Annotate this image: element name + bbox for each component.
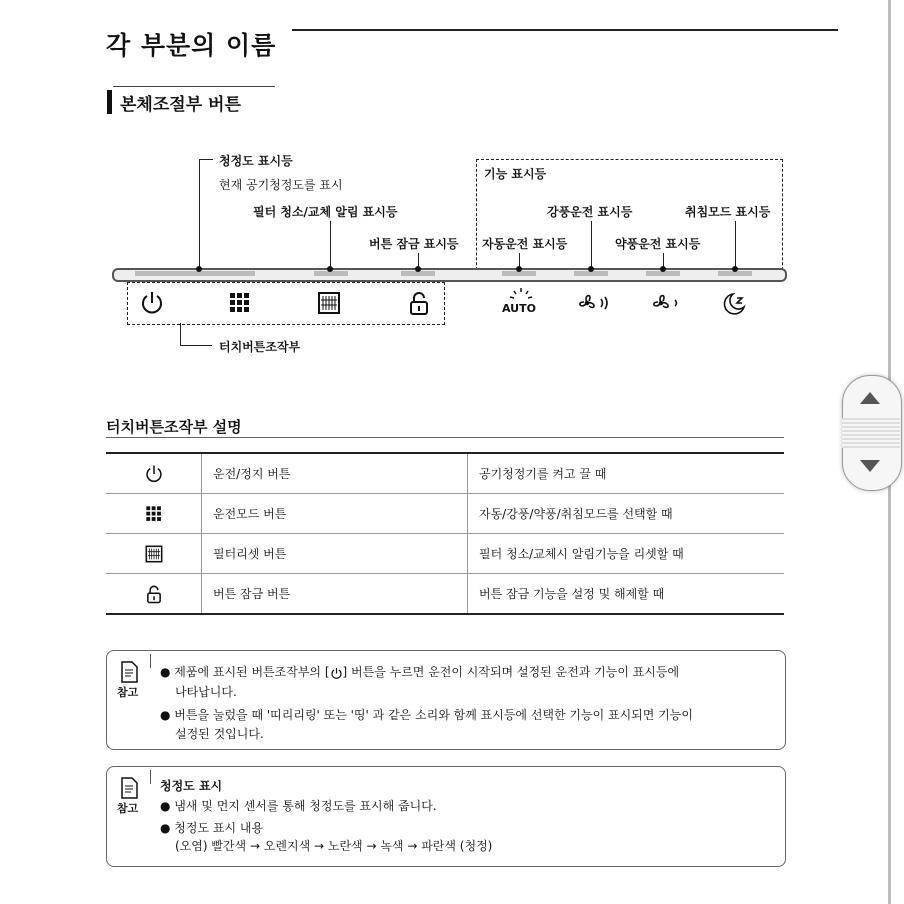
- row-name: 운전모드 버튼: [202, 494, 468, 534]
- auto-label: AUTO: [502, 302, 536, 315]
- table-row: [106, 494, 784, 534]
- power-icon: [330, 666, 343, 679]
- document-icon: [120, 777, 138, 799]
- row-desc: 자동/강풍/약풍/취침모드를 선택할 때: [468, 494, 785, 534]
- power-icon: [144, 464, 164, 484]
- row-desc: 필터 청소/교체시 알림기능을 리셋할 때: [468, 534, 785, 574]
- label-filter-alarm: 필터 청소/교체 알림 표시등: [253, 205, 398, 219]
- scroll-down-button[interactable]: [859, 458, 881, 474]
- leader-sleep: [735, 221, 736, 269]
- note-label-1: 참고: [117, 686, 139, 699]
- row-desc: 공기청정기를 켜고 끌 때: [479, 467, 607, 481]
- note2-line1: ● 냄새 및 먼지 센서를 통해 청정도를 표시해 줍니다.: [160, 799, 437, 813]
- dot-sleep: [732, 266, 738, 272]
- label-sleep-indicator: 취침모드 표시등: [685, 205, 771, 219]
- page-title: 각 부분의 이름: [106, 31, 277, 60]
- filter-reset-icon: [144, 544, 164, 564]
- auto-sparkle-icon: [506, 287, 536, 303]
- lock-icon: [406, 290, 432, 316]
- note1-line2: 나타납니다.: [175, 685, 237, 699]
- clean-indicator-strip: [135, 271, 255, 276]
- row-name: 필터리셋 버튼: [202, 534, 468, 574]
- chevron-down-icon: [859, 458, 881, 474]
- dot-lock: [415, 266, 421, 272]
- note-sep-2: [150, 770, 151, 784]
- row-desc: 버튼 잠금 기능을 설정 및 해제할 때: [468, 574, 785, 615]
- power-icon: [139, 290, 165, 316]
- fan-strong-icon: [574, 290, 612, 316]
- scroll-up-button[interactable]: [859, 390, 881, 406]
- dot-filter: [327, 266, 333, 272]
- table-title-line: [106, 437, 784, 438]
- lock-icon: [144, 584, 164, 604]
- note-label-2: 참고: [117, 802, 139, 815]
- label-auto-indicator: 자동운전 표시등: [482, 237, 568, 251]
- label-strong-indicator: 강풍운전 표시등: [547, 205, 633, 219]
- label-clean-indicator: 청정도 표시등: [219, 154, 293, 168]
- note1-line4: 설정된 것입니다.: [175, 727, 264, 741]
- note2-heading: 청정도 표시: [160, 779, 223, 793]
- leader-touch: [180, 323, 181, 345]
- table-title: 터치버튼조작부 설명: [106, 418, 242, 436]
- note2-line2: ● 청정도 표시 내용: [160, 821, 264, 835]
- section-title: 본체조절부 버튼: [120, 95, 241, 115]
- table-row: [106, 534, 784, 574]
- label-touch-panel: 터치버튼조작부: [219, 340, 301, 354]
- note-sep-1: [150, 654, 151, 668]
- fan-weak-icon: [648, 290, 682, 316]
- dot-strong: [588, 266, 594, 272]
- leader-strong: [591, 221, 592, 269]
- mode-grid-icon: [227, 290, 253, 316]
- row-name: 운전/정지 버튼: [202, 453, 468, 494]
- section-top-line: [113, 86, 275, 87]
- label-lock-indicator: 버튼 잠금 표시등: [369, 237, 459, 251]
- filter-reset-icon: [316, 290, 342, 316]
- leader-touch-h: [180, 345, 212, 346]
- dot-clean: [196, 266, 202, 272]
- note1-line1: [160, 662, 679, 682]
- scroll-grip[interactable]: [842, 418, 900, 448]
- dot-weak: [660, 266, 666, 272]
- note1-line1b: ] 버튼을 누르면 운전이 시작되며 설정된 운전과 기능이 표시등에: [342, 665, 680, 679]
- table-row: [106, 453, 784, 494]
- row-name: 버튼 잠금 버튼: [202, 574, 468, 615]
- label-clean-indicator-desc: 현재 공기청정도를 표시: [219, 178, 343, 192]
- table-row: [106, 574, 784, 615]
- note1-line3: ● 버튼을 눌렀을 때 '띠리리링' 또는 '띵' 과 같은 소리와 함께 표시등에 선택한 기능이 표시되면 기능이: [160, 708, 693, 722]
- button-description-table: [106, 452, 784, 615]
- section-bar: [107, 90, 112, 114]
- label-function-indicator: 기능 표시등: [484, 167, 547, 181]
- document-icon: [120, 661, 138, 683]
- touch-panel-box: [127, 282, 445, 325]
- chevron-up-icon: [859, 390, 881, 406]
- sleep-moon-icon: [722, 290, 748, 316]
- mode-grid-icon: [144, 504, 164, 524]
- label-weak-indicator: 약풍운전 표시등: [615, 237, 701, 251]
- note1-line1a: ● 제품에 표시된 버튼조작부의 [: [160, 665, 330, 679]
- note2-line3: (오염) 빨간색 → 오렌지색 → 노란색 → 녹색 → 파란색 (청정): [175, 839, 493, 853]
- leader-clean: [199, 159, 200, 269]
- dot-auto: [516, 266, 522, 272]
- leader-filter: [330, 221, 331, 269]
- title-divider: [292, 29, 838, 31]
- leader-clean-h: [199, 159, 213, 160]
